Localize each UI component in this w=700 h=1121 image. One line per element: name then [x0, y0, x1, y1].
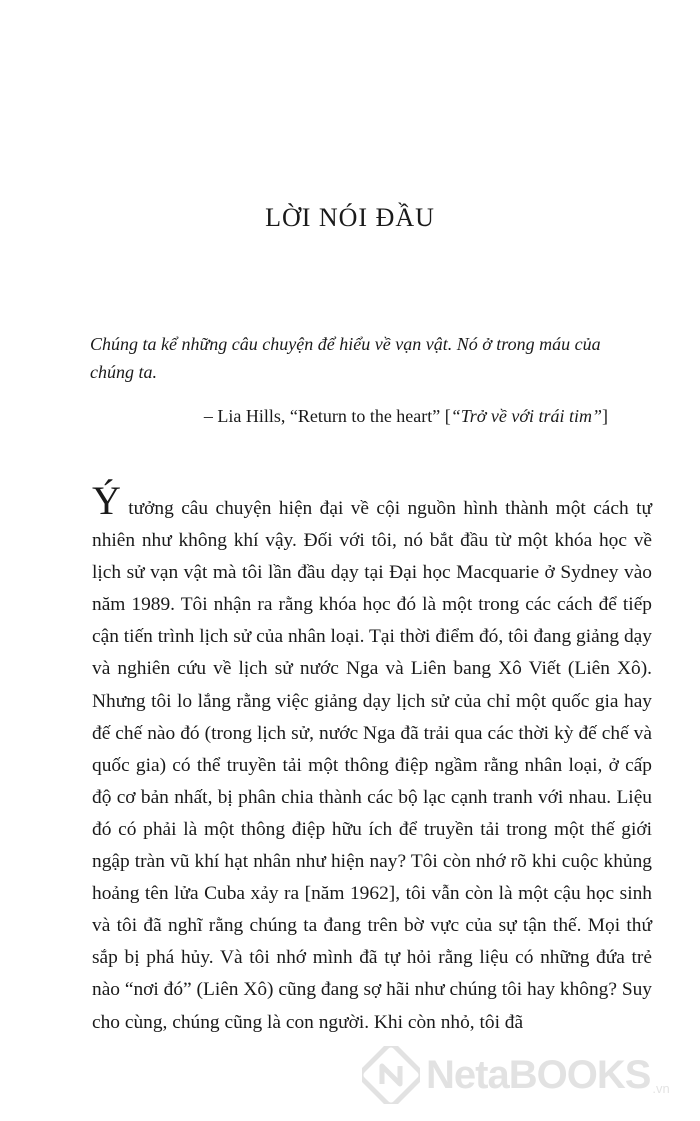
attribution-close: ]: [602, 406, 608, 426]
attribution-author: – Lia Hills, “Return to the heart” [: [203, 406, 451, 426]
attribution-translation: “Trở về với trái tim”: [450, 406, 602, 426]
chapter-title: LỜI NÓI ĐẦU: [265, 203, 435, 232]
body-paragraph-text: tưởng câu chuyện hiện đại về cội nguồn hình thành một cách tự nhiên như không khí vậy. Đối với tôi, nó bắt đầu từ một khóa học về lịch sử vạn vật mà tôi lần đầu dạy tại Đại học Macquarie ở Sydney vào năm 1989. Tôi nhận ra rằng khóa học đó là một trong các cách để tiếp cận tiến trình lịch sử của nhân loại. Tại thời điểm đó, tôi đang giảng dạy và nghiên cứu về lịch sử nước Nga và Liên bang Xô Viết (Liên Xô). Nhưng tôi lo lắng rằng việc giảng dạy lịch sử của chỉ một quốc gia hay đế chế nào đó (trong lịch sử, nước Nga đã trải qua các thời kỳ đế chế và quốc gia) có thể truyền tải một thông điệp ngầm rằng nhân loại, ở cấp độ cơ bản nhất, bị phân chia thành các bộ lạc cạnh tranh với nhau. Liệu đó có phải là một thông điệp hữu ích để truyền tải trong một thế giới ngập tràn vũ khí hạt nhân như hiện nay? Tôi còn nhớ rõ khi cuộc khủng hoảng tên lửa Cuba xảy ra [năm 1962], tôi vẫn còn là một cậu học sinh và tôi đã nghĩ rằng chúng ta đang trên bờ vực của sự tận thế. Mọi thứ sắp bị phá hủy. Và tôi nhớ mình đã tự hỏi rằng liệu có những đứa trẻ nào “nơi đó” (Liên Xô) cũng đang sợ hãi như chúng tôi hay không? Suy cho cùng, chúng cũng là con người. Khi còn nhỏ, tôi đã: [92, 498, 652, 1033]
epigraph-quote: Chúng ta kể những câu chuyện để hiểu về vạn vật. Nó ở trong máu của chúng ta.: [90, 334, 601, 382]
epigraph-attribution: [204, 402, 608, 430]
netabooks-logo-icon: [362, 1046, 420, 1104]
watermark: [362, 1040, 670, 1110]
watermark-text: NetaBOOKS: [426, 1052, 651, 1097]
body-paragraph: [92, 478, 652, 1039]
dropcap-letter: Ý: [92, 478, 121, 523]
watermark-suffix: .vn: [652, 1081, 670, 1096]
